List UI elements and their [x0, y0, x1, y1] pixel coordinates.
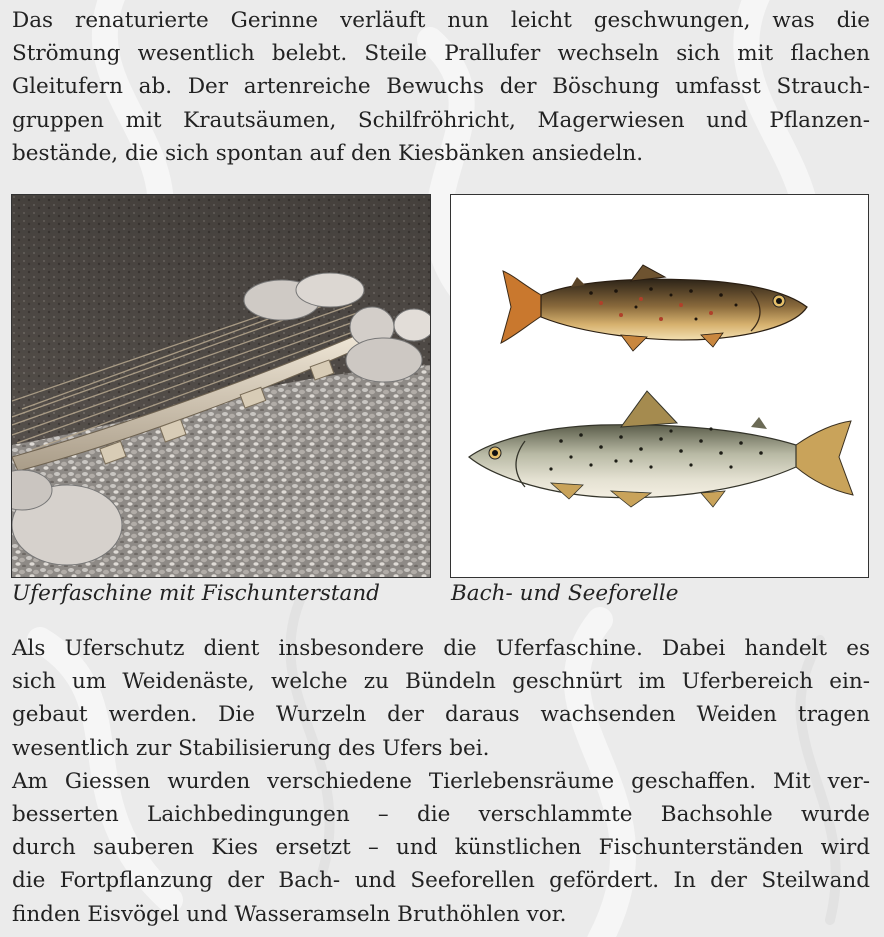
trout-illustration — [450, 194, 869, 578]
text-line: Als Uferschutz dient insbesondere die Uferfaschine. Dabei handelt es — [12, 636, 870, 661]
text-line: bestände, die sich spontan auf den Kiesbänken ansiedeln. — [12, 140, 644, 166]
text-line: gebaut werden. Die Wurzeln der daraus wachsenden Weiden tragen — [12, 702, 870, 728]
text-line: die Fortpflanzung der Bach- und Seeforellen gefördert. In der Steilwand — [12, 868, 870, 894]
brown-trout — [501, 265, 807, 351]
fascine-caption: Uferfaschine mit Fischunterstand — [12, 581, 380, 606]
text-line: Gleitufern ab. Der artenreiche Bewuchs der Böschung umfasst Strauch- — [12, 74, 870, 100]
text-line: Am Giessen wurden verschiedene Tierlebensräume geschaffen. Mit ver- — [12, 768, 870, 794]
body-paragraphs — [12, 632, 870, 931]
intro-paragraph — [12, 4, 870, 170]
lake-trout — [469, 391, 853, 507]
text-line: gruppen mit Krautsäumen, Schilfröhricht, Magerwiesen und Pflanzen- — [12, 107, 870, 133]
text-line: wesentlich zur Stabilisierung des Ufers bei. — [12, 735, 490, 761]
text-line: Das renaturierte Gerinne verläuft nun leicht geschwungen, was die — [12, 8, 870, 33]
text-line: finden Eisvögel und Wasseramseln Bruthöhlen vor. — [12, 901, 567, 927]
trout-caption: Bach- und Seeforelle — [451, 581, 679, 606]
text-line: durch sauberen Kies ersetzt – und künstlichen Fischunterständen wird — [12, 835, 870, 861]
fascine-illustration — [12, 195, 430, 577]
text-line: Strömung wesentlich belebt. Steile Prallufer wechseln sich mit flachen — [12, 41, 870, 67]
text-line: besserten Laichbedingungen – die verschlammte Bachsohle wurde — [12, 802, 870, 828]
text-line: sich um Weidenäste, welche zu Bündeln geschnürt im Uferbereich ein- — [12, 669, 870, 695]
fascine-photo — [11, 194, 431, 578]
trout-drawing — [451, 195, 868, 577]
